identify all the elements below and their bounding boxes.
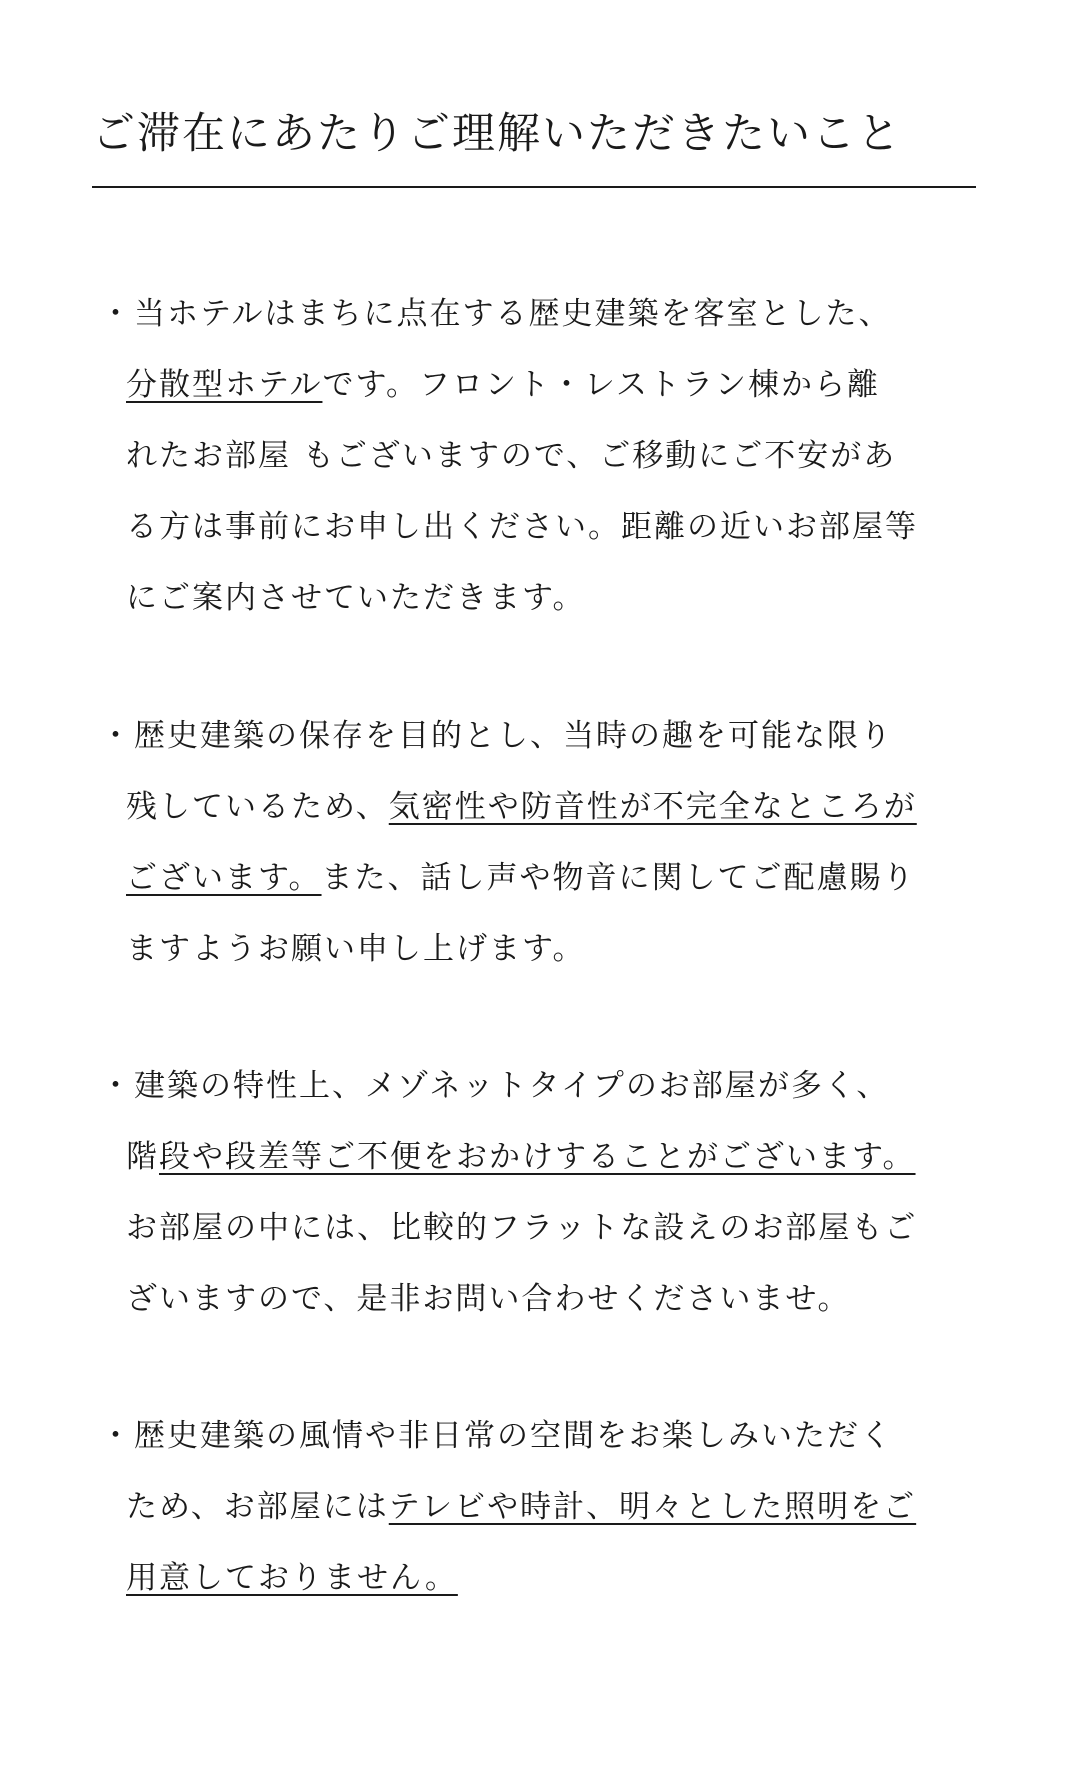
notice-line [100, 502, 980, 573]
notice-text: 残しているため、 [126, 789, 389, 825]
notice-text: れたお部屋 もございますので、ご移動にご不安があ [126, 438, 897, 474]
notice-line [100, 1482, 980, 1553]
bullet-mark: ・ [100, 718, 133, 754]
underlined-text: ございます。 [126, 860, 322, 896]
notice-line [100, 360, 980, 431]
bullet-mark: ・ [100, 1068, 133, 1104]
bullet-mark: ・ [100, 296, 133, 332]
notice-text: です。フロント・レストラン棟から離 [322, 367, 881, 403]
notice-text: 階 [126, 1139, 159, 1175]
notice-text: ため、お部屋には [126, 1489, 389, 1525]
underlined-text: 分散型ホテル [126, 367, 323, 403]
notice-text: 歴史建築の風情や非日常の空間をお楽しみいただく [134, 1418, 893, 1454]
notice-line [100, 289, 980, 360]
underlined-text: 用意しておりません。 [126, 1560, 458, 1596]
notice-line [100, 924, 980, 995]
bullet-mark: ・ [100, 1418, 133, 1454]
notice-line [100, 1203, 980, 1274]
notice-line [100, 853, 980, 924]
notice-line [100, 782, 980, 853]
title-area [92, 104, 976, 164]
notice-line [100, 1274, 980, 1345]
notice-text: また、話し声や物音に関してご配慮賜り [321, 860, 916, 896]
page-title: ご滞在にあたりご理解いただきたいこと [92, 109, 902, 159]
underlined-text: 気密性や防音性が不完全なところが [388, 789, 917, 825]
notice-text: 歴史建築の保存を目的とし、当時の趣を可能な限り [134, 718, 893, 754]
title-divider [92, 186, 976, 188]
notice-section-no-tv [100, 1411, 980, 1624]
notice-line [100, 1411, 980, 1482]
notice-line [100, 1061, 980, 1132]
underlined-text: 段や段差等ご不便をおかけすることがございます。 [159, 1139, 916, 1175]
notice-text: る方は事前にお申し出ください。距離の近いお部屋等 [126, 509, 918, 545]
notice-line [100, 431, 980, 502]
notice-text: にご案内させていただきます。 [126, 580, 586, 616]
notice-section-private-rooms [100, 289, 980, 644]
notice-text: お部屋の中には、比較的フラットな設えのお部屋もご [126, 1210, 918, 1246]
notice-section-preservation [100, 711, 980, 995]
notice-line [100, 1553, 980, 1624]
notice-line [100, 573, 980, 644]
notice-text: 建築の特性上、メゾネットタイプのお部屋が多く、 [134, 1068, 890, 1104]
underlined-text: テレビや時計、明々とした照明をご [388, 1489, 917, 1525]
notice-text: 当ホテルはまちに点在する歴史建築を客室とした、 [134, 296, 892, 332]
notice-line [100, 711, 980, 782]
notice-text: ますようお願い申し上げます。 [126, 931, 586, 967]
notice-section-maisonette [100, 1061, 980, 1345]
notice-line [100, 1132, 980, 1203]
notice-text: ざいますので、是非お問い合わせくださいませ。 [126, 1281, 851, 1317]
